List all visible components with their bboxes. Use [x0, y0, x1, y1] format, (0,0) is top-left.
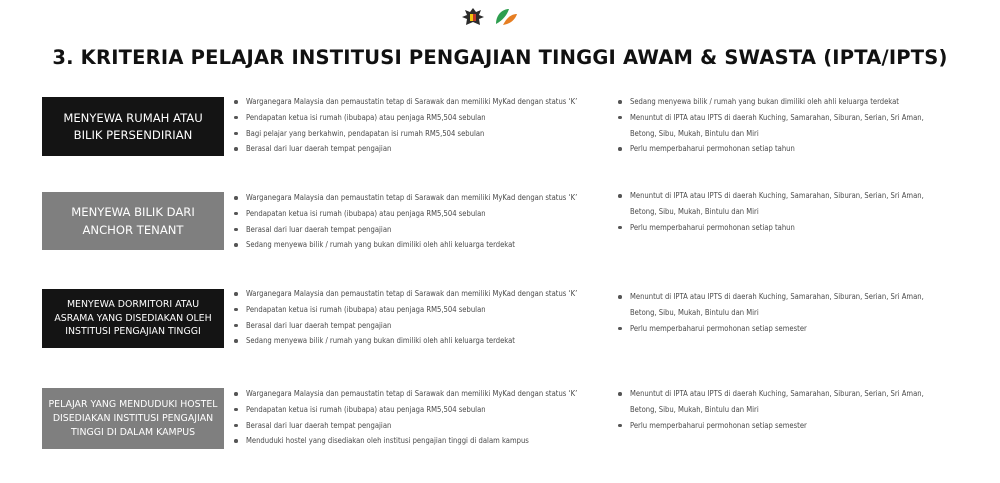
criteria-list — [233, 190, 613, 253]
criteria-item: Berasal dari luar daerah tempat pengajian — [233, 318, 613, 334]
criteria-item: Berasal dari luar daerah tempat pengajian — [233, 222, 613, 238]
criteria-item: Menduduki hostel yang disediakan oleh institusi pengajian tinggi di dalam kampus — [233, 433, 613, 449]
criteria-item: Pendapatan ketua isi rumah (ibubapa) atau penjaga RM5,504 sebulan — [233, 302, 613, 318]
condition-item: Menuntut di IPTA atau IPTS di daerah Kuching, Samarahan, Siburan, Serian, Sri Aman, Betong, Sibu, Mukah, Bintulu dan Miri — [617, 386, 937, 418]
condition-item: Perlu memperbaharui permohonan setiap tahun — [617, 220, 937, 236]
criteria-item: Sedang menyewa bilik / rumah yang bukan dimiliki oleh ahli keluarga terdekat — [233, 333, 613, 349]
conditions-list — [617, 386, 937, 433]
criteria-item: Warganegara Malaysia dan pemaustatin tetap di Sarawak dan memiliki MyKad dengan status ‘K’ — [233, 286, 613, 302]
criteria-list — [233, 94, 613, 157]
criteria-list — [233, 286, 613, 349]
criteria-item: Bagi pelajar yang berkahwin, pendapatan isi rumah RM5,504 sebulan — [233, 126, 613, 142]
conditions-list — [617, 289, 937, 336]
category-label: PELAJAR YANG MENDUDUKI HOSTEL DISEDIAKAN INSTITUSI PENGAJIAN TINGGI DI DALAM KAMPUS — [48, 398, 218, 438]
category-label: MENYEWA RUMAH ATAU BILIK PERSENDIRIAN — [63, 110, 203, 142]
criteria-list — [233, 386, 613, 449]
condition-item: Menuntut di IPTA atau IPTS di daerah Kuching, Samarahan, Siburan, Serian, Sri Aman, Betong, Sibu, Mukah, Bintulu dan Miri — [617, 188, 937, 220]
agency-leaf-logo-icon — [493, 6, 519, 28]
category-box-dormitori — [42, 289, 224, 348]
category-label: MENYEWA BILIK DARI ANCHOR TENANT — [71, 205, 195, 237]
conditions-list — [617, 188, 937, 235]
condition-item: Perlu memperbaharui permohonan setiap tahun — [617, 141, 937, 157]
criteria-item: Pendapatan ketua isi rumah (ibubapa) atau penjaga RM5,504 sebulan — [233, 110, 613, 126]
criteria-item: Pendapatan ketua isi rumah (ibubapa) atau penjaga RM5,504 sebulan — [233, 402, 613, 418]
criteria-item: Berasal dari luar daerah tempat pengajian — [233, 141, 613, 157]
condition-item: Sedang menyewa bilik / rumah yang bukan dimiliki oleh ahli keluarga terdekat — [617, 94, 937, 110]
criteria-item: Warganegara Malaysia dan pemaustatin tetap di Sarawak dan memiliki MyKad dengan status ‘K’ — [233, 190, 613, 206]
criteria-item: Warganegara Malaysia dan pemaustatin tetap di Sarawak dan memiliki MyKad dengan status ‘K’ — [233, 386, 613, 402]
condition-item: Menuntut di IPTA atau IPTS di daerah Kuching, Samarahan, Siburan, Serian, Sri Aman, Betong, Sibu, Mukah, Bintulu dan Miri — [617, 289, 937, 321]
condition-item: Perlu memperbaharui permohonan setiap semester — [617, 418, 937, 434]
category-label: MENYEWA DORMITORI ATAU ASRAMA YANG DISEDIAKAN OLEH INSTITUSI PENGAJIAN TINGGI — [54, 299, 212, 338]
category-box-anchor-tenant — [42, 192, 224, 250]
conditions-list — [617, 94, 937, 157]
category-box-hostel — [42, 388, 224, 449]
criteria-item: Berasal dari luar daerah tempat pengajian — [233, 418, 613, 434]
criteria-item: Warganegara Malaysia dan pemaustatin tetap di Sarawak dan memiliki MyKad dengan status ‘K’ — [233, 94, 613, 110]
condition-item: Menuntut di IPTA atau IPTS di daerah Kuching, Samarahan, Siburan, Serian, Sri Aman, Betong, Sibu, Mukah, Bintulu dan Miri — [617, 110, 937, 142]
criteria-item: Pendapatan ketua isi rumah (ibubapa) atau penjaga RM5,504 sebulan — [233, 206, 613, 222]
sarawak-crest-icon — [461, 6, 485, 28]
header-logos — [461, 5, 519, 29]
criteria-item: Sedang menyewa bilik / rumah yang bukan dimiliki oleh ahli keluarga terdekat — [233, 237, 613, 253]
condition-item: Perlu memperbaharui permohonan setiap semester — [617, 321, 937, 337]
page-title: 3. KRITERIA PELAJAR INSTITUSI PENGAJIAN TINGGI AWAM & SWASTA (IPTA/IPTS) — [52, 46, 948, 69]
category-box-rumah-bilik — [42, 97, 224, 156]
